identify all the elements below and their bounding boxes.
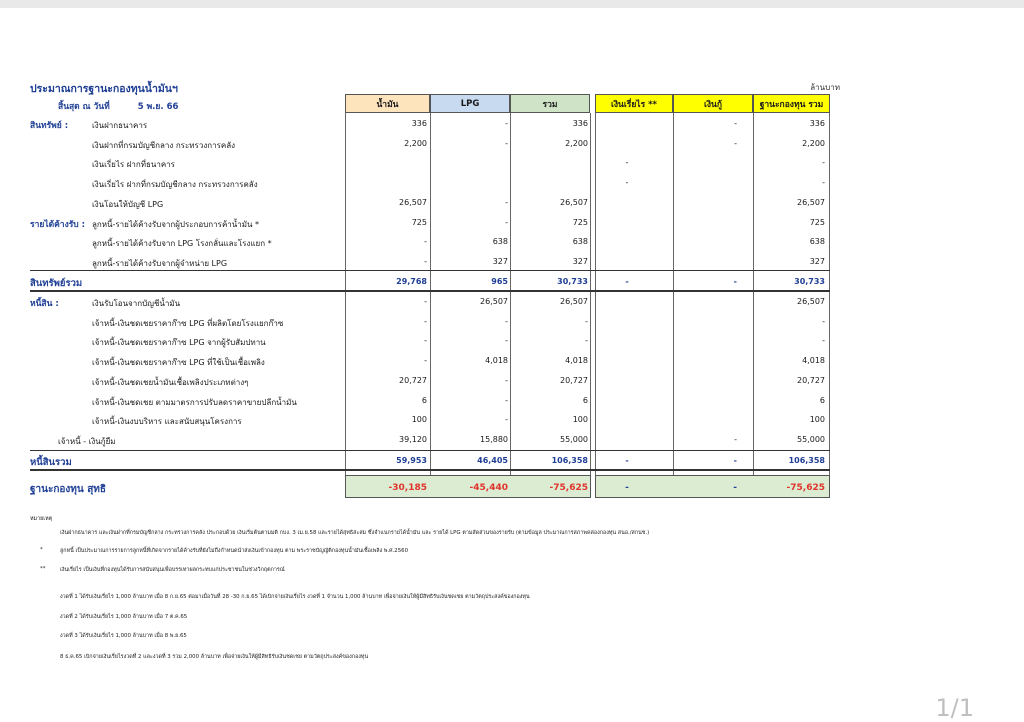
col-header-lpg: LPG — [430, 94, 510, 113]
cell-oil: 20,727 — [399, 375, 427, 385]
col-header-oil: น้ำมัน — [345, 94, 430, 113]
cell-oil: - — [424, 316, 427, 326]
table-row — [0, 313, 1024, 332]
cell-oil: 39,120 — [399, 435, 427, 444]
cell-total: 106,358 — [551, 456, 588, 465]
cell-fund-total: 336 — [809, 119, 825, 128]
table-row — [0, 135, 1024, 154]
cell-total: 20,727 — [560, 375, 588, 385]
col-header-loan: เงินกู้ — [673, 94, 753, 113]
row-label: เจ้าหนี้-เงินชดเชย ตามมาตรการปรับลดราคาขายปลีกน้ำมัน — [92, 397, 297, 407]
cell-lpg: - — [505, 119, 508, 128]
cell-fund-total: 4,018 — [802, 356, 825, 366]
cell-loan: - — [733, 277, 737, 286]
table-row — [0, 194, 1024, 213]
note-mark: ** — [40, 566, 46, 572]
row-label: เจ้าหนี้-เงินชดเชยน้ำมันเชื้อเพลิงประเภทต่างๆ — [92, 377, 249, 387]
cell-fund-total: 20,727 — [797, 375, 825, 385]
asset-total-label: สินทรัพย์รวม — [30, 278, 83, 289]
cell-total: 26,507 — [560, 297, 588, 306]
note-text: 8 ธ.ค.65 เบิกจ่ายเงินเรี่ยไรงวดที่ 2 และงวดที่ 3 รวม 2,000 ล้านบาท เพื่อจ่ายเงินให้ผู้มีสิทธิรับเงินชดเชย ตามวัตถุประสงค์ของกองทุน — [60, 654, 369, 660]
cell-fund-total: -75,625 — [786, 483, 825, 493]
as-of-date — [58, 99, 178, 113]
cell-loan: - — [734, 435, 737, 444]
cell-lpg: 15,880 — [480, 435, 508, 444]
cell-oil: 100 — [411, 415, 427, 425]
cell-loan: - — [733, 483, 737, 493]
cell-fund-total: 100 — [809, 415, 825, 425]
table-row — [0, 411, 1024, 430]
cell-oil: -30,185 — [388, 483, 427, 493]
cell-oil: - — [424, 356, 427, 366]
cell-fund-total: - — [822, 178, 825, 188]
cell-total: 725 — [572, 217, 588, 227]
table-row — [0, 233, 1024, 252]
cell-fund-total: 30,733 — [794, 277, 825, 286]
table-row — [0, 174, 1024, 193]
as-of-value: 5 พ.ย. 66 — [137, 102, 179, 112]
cell-oil: 59,953 — [396, 456, 427, 465]
cell-oil: 2,200 — [404, 138, 427, 148]
cell-loan: - — [733, 456, 737, 465]
cell-oil: 26,507 — [399, 197, 427, 207]
table-row — [0, 115, 1024, 134]
row-label: เงินโอนให้บัญชี LPG — [92, 199, 164, 209]
cell-lpg: 46,405 — [477, 456, 508, 465]
cell-total: 2,200 — [565, 138, 588, 148]
unit-label: ล้านบาท — [810, 83, 840, 92]
cell-lpg: - — [505, 316, 508, 326]
cell-loan: - — [734, 138, 737, 148]
cell-lpg: - — [505, 336, 508, 346]
row-label: เจ้าหนี้-เงินชดเชยราคาก๊าซ LPG ที่ใช้เป็นเชื้อเพลิง — [92, 358, 265, 368]
cell-lpg: -45,440 — [469, 483, 508, 493]
cell-lpg: 327 — [492, 256, 508, 266]
note-text: งวดที่ 2 ได้รับเงินเรี่ยไร 1,000 ล้านบาท เมื่อ 7 ต.ค.65 — [60, 614, 188, 620]
cell-donation: - — [625, 483, 629, 493]
cell-lpg: - — [505, 395, 508, 405]
cell-total: - — [585, 316, 588, 326]
cell-lpg: - — [505, 217, 508, 227]
row-label: ลูกหนี้-รายได้ค้างรับจากผู้ประกอบการค้าน้ำมัน * — [92, 219, 260, 229]
cell-lpg: 965 — [491, 277, 508, 286]
cell-oil: - — [424, 336, 427, 346]
cell-total: 336 — [572, 119, 588, 128]
liability-total-label: หนี้สินรวม — [30, 457, 72, 468]
note-text: เงินฝากธนาคาร และเงินฝากที่กรมบัญชีกลาง กระทรวงการคลัง ประกอบด้วย เงินเริ่มต้นตามมติ กบง. 3 เม.ย.58 และรายได้สุทธิสะสม ซึ่งจำแนกรายได้น้ำมัน และ รายได้ LPG ตามสัดส่วนของรายรับ (ตามข้อมูล ประมาณการสภาพคล่องกองทุน สนอ./สกนช.) — [60, 530, 650, 536]
cell-total: 638 — [572, 237, 588, 247]
net-label: ฐานะกองทุน สุทธิ — [30, 484, 106, 495]
row-label: เจ้าหนี้-เงินงบบริหาร และสนับสนุนโครงการ — [92, 417, 242, 427]
cell-fund-total: 26,507 — [797, 197, 825, 207]
page-title: ประมาณการฐานะกองทุนน้ำมันฯ — [30, 83, 178, 95]
cell-donation: - — [625, 178, 629, 188]
table-row — [0, 214, 1024, 233]
cell-total: -75,625 — [549, 483, 588, 493]
cell-donation: - — [625, 456, 629, 465]
row-label: เจ้าหนี้-เงินชดเชยราคาก๊าซ LPG ที่ผลิตโดยโรงแยกก๊าซ — [92, 318, 284, 328]
cell-oil: 336 — [411, 119, 427, 128]
row-label: เจ้าหนี้-เงินชดเชยราคาก๊าซ LPG จากผู้รับสัมปทาน — [92, 338, 266, 348]
cell-total: 100 — [572, 415, 588, 425]
cell-fund-total: 725 — [809, 217, 825, 227]
cell-oil: - — [424, 297, 427, 306]
note-text: งวดที่ 1 ได้รับเงินเรี่ยไร 1,000 ล้านบาท เมื่อ 8 ก.ย.65 ต่อมาเมื่อวันที่ 28 -30 ก.ย.65 ได้เบิกจ่ายเงินเรี่ยไร งวดที่ 1 จำนวน 1,000 ล้านบาท เพื่อจ่ายเงินให้ผู้มีสิทธิรับเงินชดเชย ตามวัตถุประสงค์ของกองทุน — [60, 594, 530, 600]
cell-oil: - — [424, 237, 427, 247]
cell-oil: 29,768 — [396, 277, 427, 286]
separator-line — [30, 270, 830, 271]
cell-fund-total: - — [822, 336, 825, 346]
cell-fund-total: 55,000 — [797, 435, 825, 444]
cell-total: 327 — [572, 256, 588, 266]
table-row — [0, 293, 1024, 312]
cell-total: 26,507 — [560, 197, 588, 207]
row-label: เงินเรี่ยไร ฝากที่กรมบัญชีกลาง กระทรวงการคลัง — [92, 180, 258, 190]
row-label: เงินเรี่ยไร ฝากที่ธนาคาร — [92, 160, 175, 170]
table-row — [0, 154, 1024, 173]
notes-heading: หมายเหตุ — [30, 516, 53, 522]
note-text: เงินเรี่ยไร เป็นเงินที่กองทุนได้รับการสนับสนุนเพื่อบรรเทาผลกระทบแก่ประชาชนในช่วงวิกฤตการณ์ — [60, 567, 285, 573]
col-header-fund-total: ฐานะกองทุน รวม — [753, 94, 830, 113]
cell-fund-total: - — [822, 316, 825, 326]
viewer-top-bar — [0, 0, 1024, 8]
separator-line — [30, 469, 830, 471]
cell-total: 6 — [582, 395, 588, 405]
loan-label: เจ้าหนี้ - เงินกู้ยืม — [58, 437, 116, 446]
cell-donation: - — [625, 158, 629, 168]
section-label: รายได้ค้างรับ : — [30, 219, 86, 230]
col-header-donation: เงินเรี่ยไร ** — [595, 94, 673, 113]
cell-total: - — [585, 336, 588, 346]
cell-fund-total: 26,507 — [797, 297, 825, 306]
cell-oil: 725 — [411, 217, 427, 227]
cell-oil: 6 — [421, 395, 427, 405]
note-text: ลูกหนี้ เป็นประมาณการรายการลูกหนี้ที่เกิดจากรายได้ค้างรับที่ยังไม่ถึงกำหนดนำส่งเงินเข้ากองทุน ตาม พระราชบัญญัติกองทุนน้ำมันเชื้อเพลิง พ.ศ.2560 — [60, 548, 409, 554]
cell-total: 55,000 — [560, 435, 588, 444]
cell-lpg: 638 — [492, 237, 508, 247]
cell-lpg: - — [505, 375, 508, 385]
as-of-label: สิ้นสุด ณ วันที่ — [58, 102, 110, 112]
section-label: สินทรัพย์ : — [30, 121, 69, 131]
table-row — [0, 392, 1024, 411]
col-header-total: รวม — [510, 94, 590, 113]
cell-lpg: - — [505, 197, 508, 207]
row-label: เงินฝากธนาคาร — [92, 121, 148, 130]
cell-oil: - — [424, 256, 427, 266]
net-row — [0, 477, 1024, 496]
cell-total: 30,733 — [557, 277, 588, 286]
separator-line — [30, 450, 830, 451]
row-label: ลูกหนี้-รายได้ค้างรับจากผู้จำหน่าย LPG — [92, 258, 228, 268]
cell-fund-total: - — [822, 158, 825, 168]
row-label: เงินรับโอนจากบัญชีน้ำมัน — [92, 299, 181, 308]
cell-loan: - — [734, 119, 737, 128]
note-text: งวดที่ 3 ได้รับเงินเรี่ยไร 1,000 ล้านบาท เมื่อ 8 พ.ย.65 — [60, 633, 187, 639]
row-label: เงินฝากที่กรมบัญชีกลาง กระทรวงการคลัง — [92, 140, 236, 150]
cell-lpg: 26,507 — [480, 297, 508, 306]
cell-fund-total: 6 — [819, 395, 825, 405]
page-number: 1/1 — [935, 694, 974, 722]
cell-fund-total: 327 — [809, 256, 825, 266]
cell-lpg: 4,018 — [485, 356, 508, 366]
separator-line — [30, 290, 830, 292]
table-row — [0, 352, 1024, 371]
cell-lpg: - — [505, 138, 508, 148]
cell-total: 4,018 — [565, 356, 588, 366]
cell-donation: - — [625, 277, 629, 286]
row-label: ลูกหนี้-รายได้ค้างรับจาก LPG โรงกลั่นและโรงแยก * — [92, 239, 272, 249]
cell-fund-total: 638 — [809, 237, 825, 247]
section-label: หนี้สิน : — [30, 299, 59, 309]
table-row — [0, 372, 1024, 391]
note-mark: * — [40, 547, 43, 553]
loan-row — [0, 431, 1024, 450]
table-row — [0, 332, 1024, 351]
cell-lpg: - — [505, 415, 508, 425]
cell-fund-total: 106,358 — [788, 456, 825, 465]
cell-fund-total: 2,200 — [802, 138, 825, 148]
